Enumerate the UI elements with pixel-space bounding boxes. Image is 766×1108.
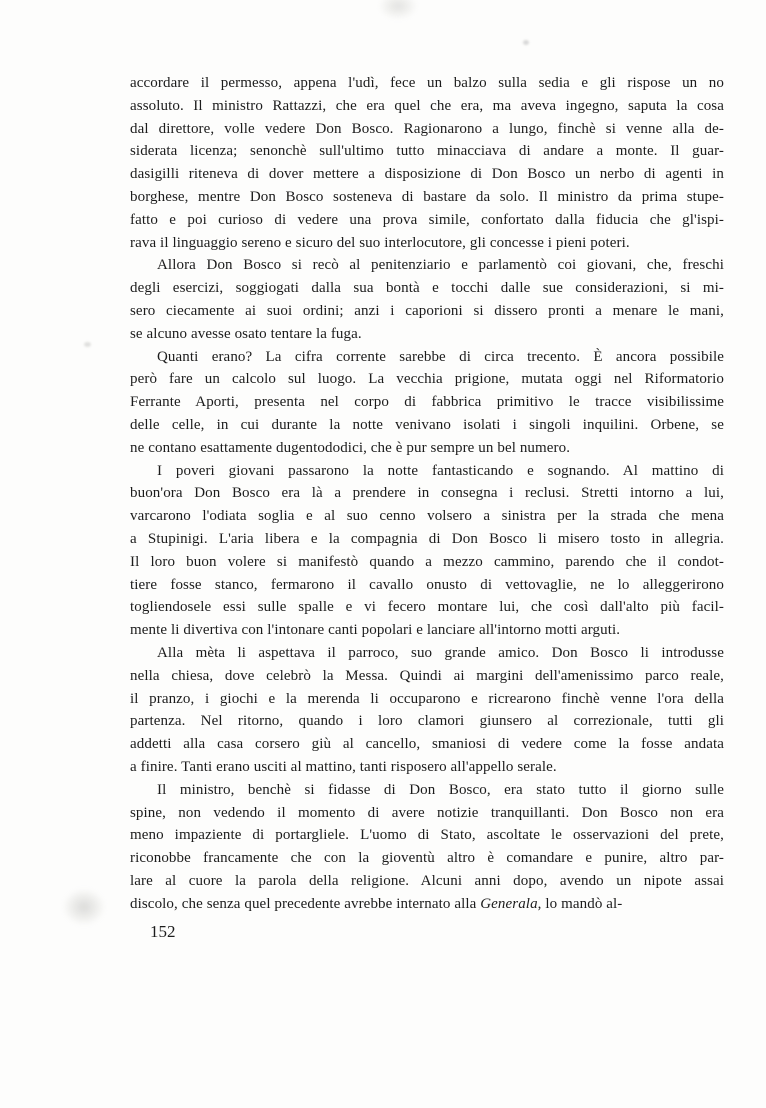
scan-smudge	[523, 40, 529, 45]
paragraph	[130, 460, 724, 642]
scan-smudge	[378, 0, 418, 20]
text-line: assoluto. Il ministro Rattazzi, che era quel che era, ma aveva ingegno, saputa la cosa	[130, 97, 724, 114]
text-line: togliendosele essi sulle spalle e vi fecero montare lui, che così dall'alto più facil-	[130, 599, 724, 616]
text-line: fatto e poi curioso di vedere una prova simile, confortato dalla fiducia che gl'ispi-	[130, 211, 724, 228]
text-line: dal direttore, volle vedere Don Bosco. Ragionarono a lungo, finchè si venne alla de-	[130, 120, 724, 137]
text-line: Il ministro, benchè si fidasse di Don Bosco, era stato tutto il giorno sulle	[157, 781, 724, 798]
paragraph	[130, 346, 724, 460]
text-line: però fare un calcolo sul luogo. La vecchia prigione, mutata oggi nel Riformatorio	[130, 371, 724, 388]
paragraph	[130, 779, 724, 916]
text-line: rava il linguaggio sereno e sicuro del suo interlocutore, gli concesse i pieni poteri.	[130, 234, 630, 251]
text-line: riconobbe francamente che con la gioventù altro è comandare e punire, altro par-	[130, 850, 724, 867]
paragraph	[130, 254, 724, 345]
text-block	[130, 72, 724, 915]
paragraph	[130, 642, 724, 779]
text-line: Allora Don Bosco si recò al penitenziario e parlamentò coi giovani, che, freschi	[157, 257, 724, 274]
text-line: Il loro buon volere si manifestò quando a mezzo cammino, parendo che il condot-	[130, 553, 724, 570]
text-line: accordare il permesso, appena l'udì, fece un balzo sulla sedia e gli rispose un no	[130, 75, 724, 91]
page-number: 152	[150, 922, 176, 941]
text-line: se alcuno avesse osato tentare la fuga.	[130, 325, 362, 342]
text-line: delle celle, in cui durante la notte venivano isolati i singoli inquilini. Orbene, se	[130, 416, 724, 433]
text-line: Alla mèta li aspettava il parroco, suo grande amico. Don Bosco li introdusse	[157, 644, 724, 661]
text-line: ne contano esattamente dugentododici, che è pur sempre un bel numero.	[130, 439, 571, 456]
text-line: lare al cuore la parola della religione. Alcuni anni dopo, avendo un nipote assai	[130, 872, 724, 889]
text-line: I poveri giovani passarono la notte fantasticando e sognando. Al mattino di	[157, 462, 724, 479]
scan-smudge	[84, 342, 91, 347]
text-line: tiere fosse stanco, fermarono il cavallo onusto di vettovaglie, ne lo alleggerirono	[130, 576, 724, 593]
text-line: addetti alla casa corsero giù al cancello, smaniosi di vedere come la fosse andata	[130, 736, 724, 753]
text-line: buon'ora Don Bosco era là a prendere in consegna i reclusi. Stretti intorno a lui,	[130, 485, 724, 502]
scan-smudge	[62, 888, 106, 926]
text-line: a Stupinigi. L'aria libera e la compagnia di Don Bosco li misero tosto in allegria.	[130, 530, 724, 547]
text-line: discolo, che senza quel precedente avrebbe internato alla Generala, lo mandò al-	[130, 895, 623, 912]
text-line: il pranzo, i giochi e la merenda li occuparono e ricrearono finchè venne l'ora della	[130, 690, 724, 707]
text-line: spine, non vedendo il momento di avere notizie tranquillanti. Don Bosco non era	[130, 804, 724, 821]
text-line: degli esercizi, soggiogati dalla sua bontà e tocchi dalle sue considerazioni, si mi-	[130, 280, 724, 297]
text-line: siderata licenza; senonchè sull'ultimo tutto minacciava di andare a monte. Il guar-	[130, 143, 724, 160]
text-line: varcarono l'odiata soglia e al suo cenno volsero a sinistra per la strada che mena	[130, 508, 724, 525]
text-line: Ferrante Aporti, presenta nel corpo di fabbrica primitivo le tracce visibilissime	[130, 394, 724, 411]
text-line: Quanti erano? La cifra corrente sarebbe di circa trecento. È ancora possibile	[157, 348, 724, 365]
text-line: partenza. Nel ritorno, quando i loro clamori giunsero al correzionale, tutti gli	[130, 713, 724, 730]
text-line: meno impaziente di portargliele. L'uomo di Stato, ascoltate le osservazioni del prete,	[130, 827, 724, 844]
paragraph	[130, 72, 724, 254]
text-line: nella chiesa, dove celebrò la Messa. Quindi ai margini dell'amenissimo parco reale,	[130, 667, 724, 684]
text-line: dasigilli riteneva di dover mettere a disposizione di Don Bosco un nerbo di agenti in	[130, 166, 724, 183]
text-line: sero ciecamente ai suoi ordini; anzi i caporioni si dissero pronti a menare le mani,	[130, 302, 724, 319]
text-line: a finire. Tanti erano usciti al mattino, tanti risposero all'appello serale.	[130, 758, 557, 775]
text-line: borghese, mentre Don Bosco sosteneva di bastare da solo. Il ministro da prima stupe-	[130, 188, 724, 205]
text-line: mente li divertiva con l'intonare canti popolari e lanciare all'intorno motti arguti.	[130, 622, 621, 639]
